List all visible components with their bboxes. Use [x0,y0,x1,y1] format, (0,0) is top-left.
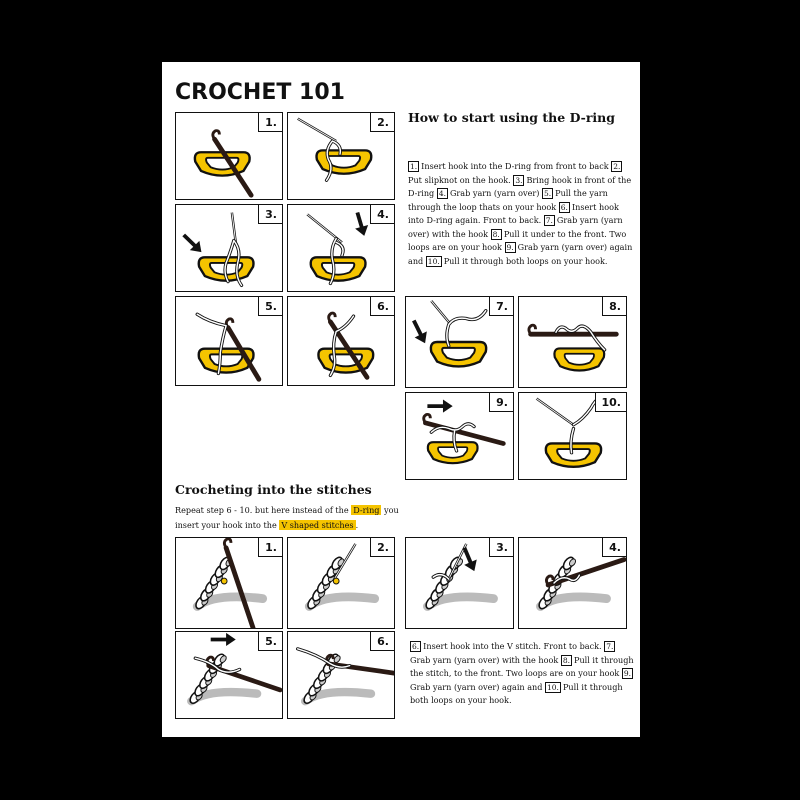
step-number: 9. [623,669,631,678]
d-ring-instructions [408,160,634,268]
panel-number: 10. [595,393,627,412]
panel-number: 2. [370,113,394,132]
d-ring-panel-4 [287,204,395,292]
section-heading-d-ring: How to start using the D-ring [408,110,615,125]
stitch-instructions [410,640,636,708]
panel-number: 5. [258,632,282,651]
panel-number: 3. [258,205,282,224]
stitch-panel-5 [175,631,283,719]
stitch-panel-3 [405,537,514,629]
step-text: Grab yarn (yarn over) with the hook [408,215,623,239]
step-text: Put slipknot on the hook. [408,174,514,185]
section-heading-stitches: Crocheting into the stitches [175,482,372,497]
step-text: Bring hook in front of the D-ring [408,174,632,198]
step-text: Pull it through both loops on your hook. [410,681,623,705]
d-ring-panel-3 [175,204,283,292]
page-title: CROCHET 101 [175,80,345,105]
d-ring-panel-6 [287,296,395,386]
panel-number: 1. [258,538,282,557]
d-ring-panel-1 [175,112,283,200]
stitches-intro [175,503,405,532]
intro-text-b: you insert your hook into the [175,505,399,530]
step-number: 10. [547,682,559,692]
highlight-d-ring: D-ring [353,505,380,515]
panel-number: 4. [370,205,394,224]
step-number: 9. [506,243,514,252]
step-text: Insert hook into D-ring again. Front to back. [408,201,619,225]
d-ring-panel-7 [405,296,514,388]
step-text: Grab yarn (yarn over) again and [408,242,633,266]
step-number: 8. [492,229,500,239]
step-number: 7. [606,642,614,651]
step-text: Pull it under to the front. Two loops are on your hook [408,228,627,252]
step-text: Grab yarn (yarn over) [449,188,542,198]
panel-number: 6. [370,632,394,651]
panel-number: 2. [370,538,394,557]
panel-number: 4. [602,538,626,557]
d-ring-panel-8 [518,296,627,388]
step-number: 6. [412,642,420,651]
step-number: 8. [562,655,570,665]
stitch-panel-6 [287,631,395,719]
panel-number: 8. [602,297,626,316]
highlight-v-stitches: V shaped stitches [281,519,354,530]
d-ring-panel-5 [175,296,283,386]
panel-number: 5. [258,297,282,316]
stitch-panel-2 [287,537,395,629]
step-text: Pull it through the stitch, to the front. Two loops are on your hook [410,654,634,678]
d-ring-panel-10 [518,392,627,480]
panel-number: 6. [370,297,394,316]
step-text: Pull the yarn through the loop thats on your hook [408,188,608,212]
intro-text-a: Repeat step 6 - 10. but here instead of the [175,505,349,515]
panel-number: 7. [489,297,513,316]
step-text: Grab yarn (yarn over) again and [410,681,546,692]
step-number: 10. [427,256,440,266]
panel-number: 1. [258,113,282,132]
d-ring-panel-9 [405,392,514,480]
step-number: 6. [560,202,568,212]
step-number: 4. [438,189,446,198]
stitch-panel-1 [175,537,283,629]
step-number: 3. [515,175,523,185]
panel-number: 3. [489,538,513,557]
step-number: 5. [543,189,552,198]
step-text: Insert hook into the D-ring from front to back [421,161,612,171]
step-text: Pull it through both loops on your hook. [443,255,608,266]
step-number: 7. [545,216,553,225]
step-text: Insert hook into the V stitch. Front to back. [423,641,605,651]
intro-text-c: . [355,519,359,530]
d-ring-panel-2 [287,112,395,200]
instruction-sheet [162,62,640,737]
panel-number: 9. [489,393,513,412]
step-text: Grab yarn (yarn over) with the hook [410,654,561,665]
step-number: 1. [410,162,418,171]
step-number: 2. [613,162,621,171]
stitch-panel-4 [518,537,627,629]
